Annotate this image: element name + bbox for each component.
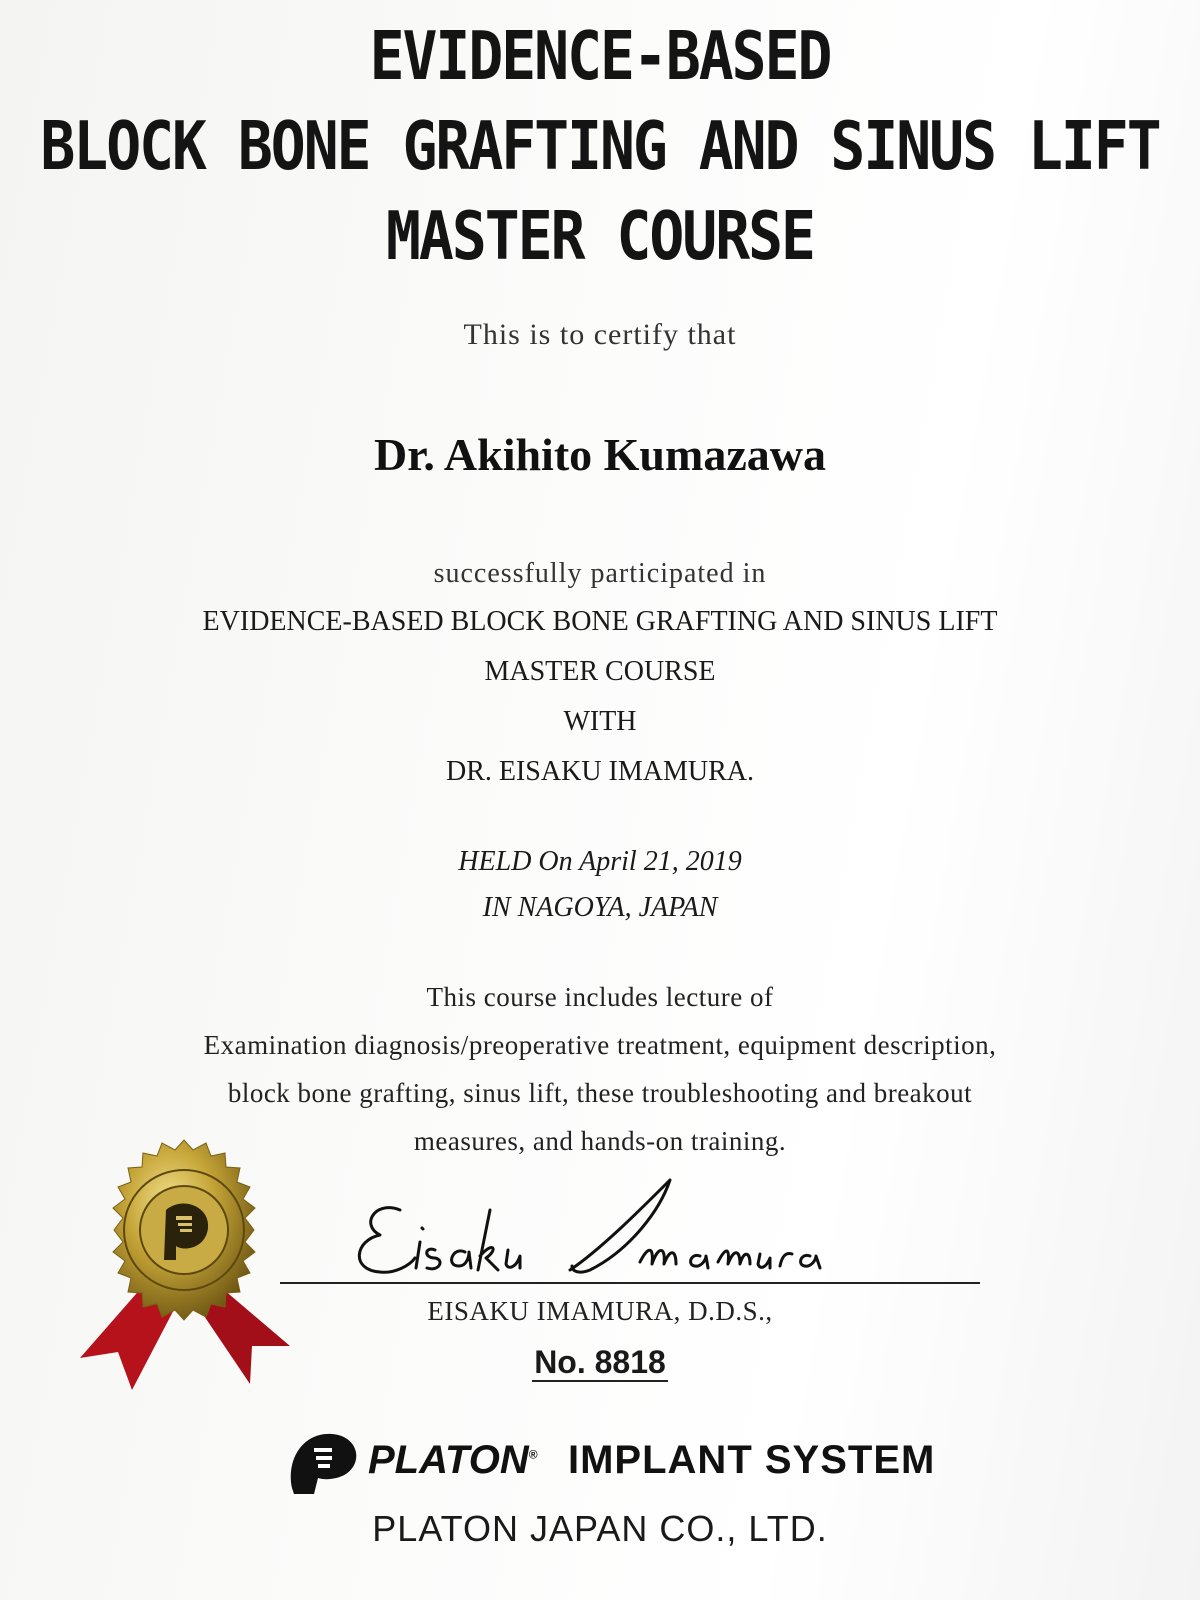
description-line-2: Examination diagnosis/preoperative treatment, equipment description, — [203, 1030, 997, 1060]
company-name: PLATON JAPAN CO., LTD. — [372, 1508, 828, 1549]
platon-logo — [284, 1428, 984, 1498]
signer-name: EISAKU IMAMURA, D.D.S., — [427, 1296, 773, 1326]
held-date: HELD On April 21, 2019 — [458, 846, 742, 877]
course-line-2: MASTER COURSE — [484, 656, 716, 687]
handwritten-signature — [340, 1170, 840, 1300]
participated-text: successfully participated in — [433, 558, 767, 589]
recipient-name: Dr. Akihito Kumazawa — [374, 429, 826, 480]
platon-logo-icon — [284, 1428, 364, 1498]
title-line-2: BLOCK BONE GRAFTING AND SINUS LIFT — [40, 106, 1160, 186]
course-line-1: EVIDENCE-BASED BLOCK BONE GRAFTING AND SINUS LIFT — [202, 606, 998, 637]
description-line-3: block bone grafting, sinus lift, these troubleshooting and breakout — [227, 1078, 973, 1108]
brand-platon-text: PLATON — [368, 1438, 529, 1482]
course-line-3: WITH — [563, 706, 637, 737]
title-line-3: MASTER COURSE — [386, 196, 814, 276]
signature-line — [280, 1282, 980, 1284]
certificate-number-text: No. 8818 — [534, 1344, 666, 1380]
description-line-1: This course includes lecture of — [426, 982, 774, 1012]
description-line-4: measures, and hands-on training. — [413, 1126, 787, 1156]
course-line-4: DR. EISAKU IMAMURA. — [445, 756, 754, 787]
certify-text: This is to certify that — [463, 318, 737, 351]
title-line-1: EVIDENCE-BASED — [369, 16, 831, 96]
brand-platon — [368, 1438, 538, 1483]
held-location: IN NAGOYA, JAPAN — [482, 892, 718, 923]
registered-mark: ® — [528, 1447, 538, 1462]
gold-seal-icon — [80, 1138, 300, 1408]
brand-implant-system: IMPLANT SYSTEM — [568, 1438, 936, 1482]
